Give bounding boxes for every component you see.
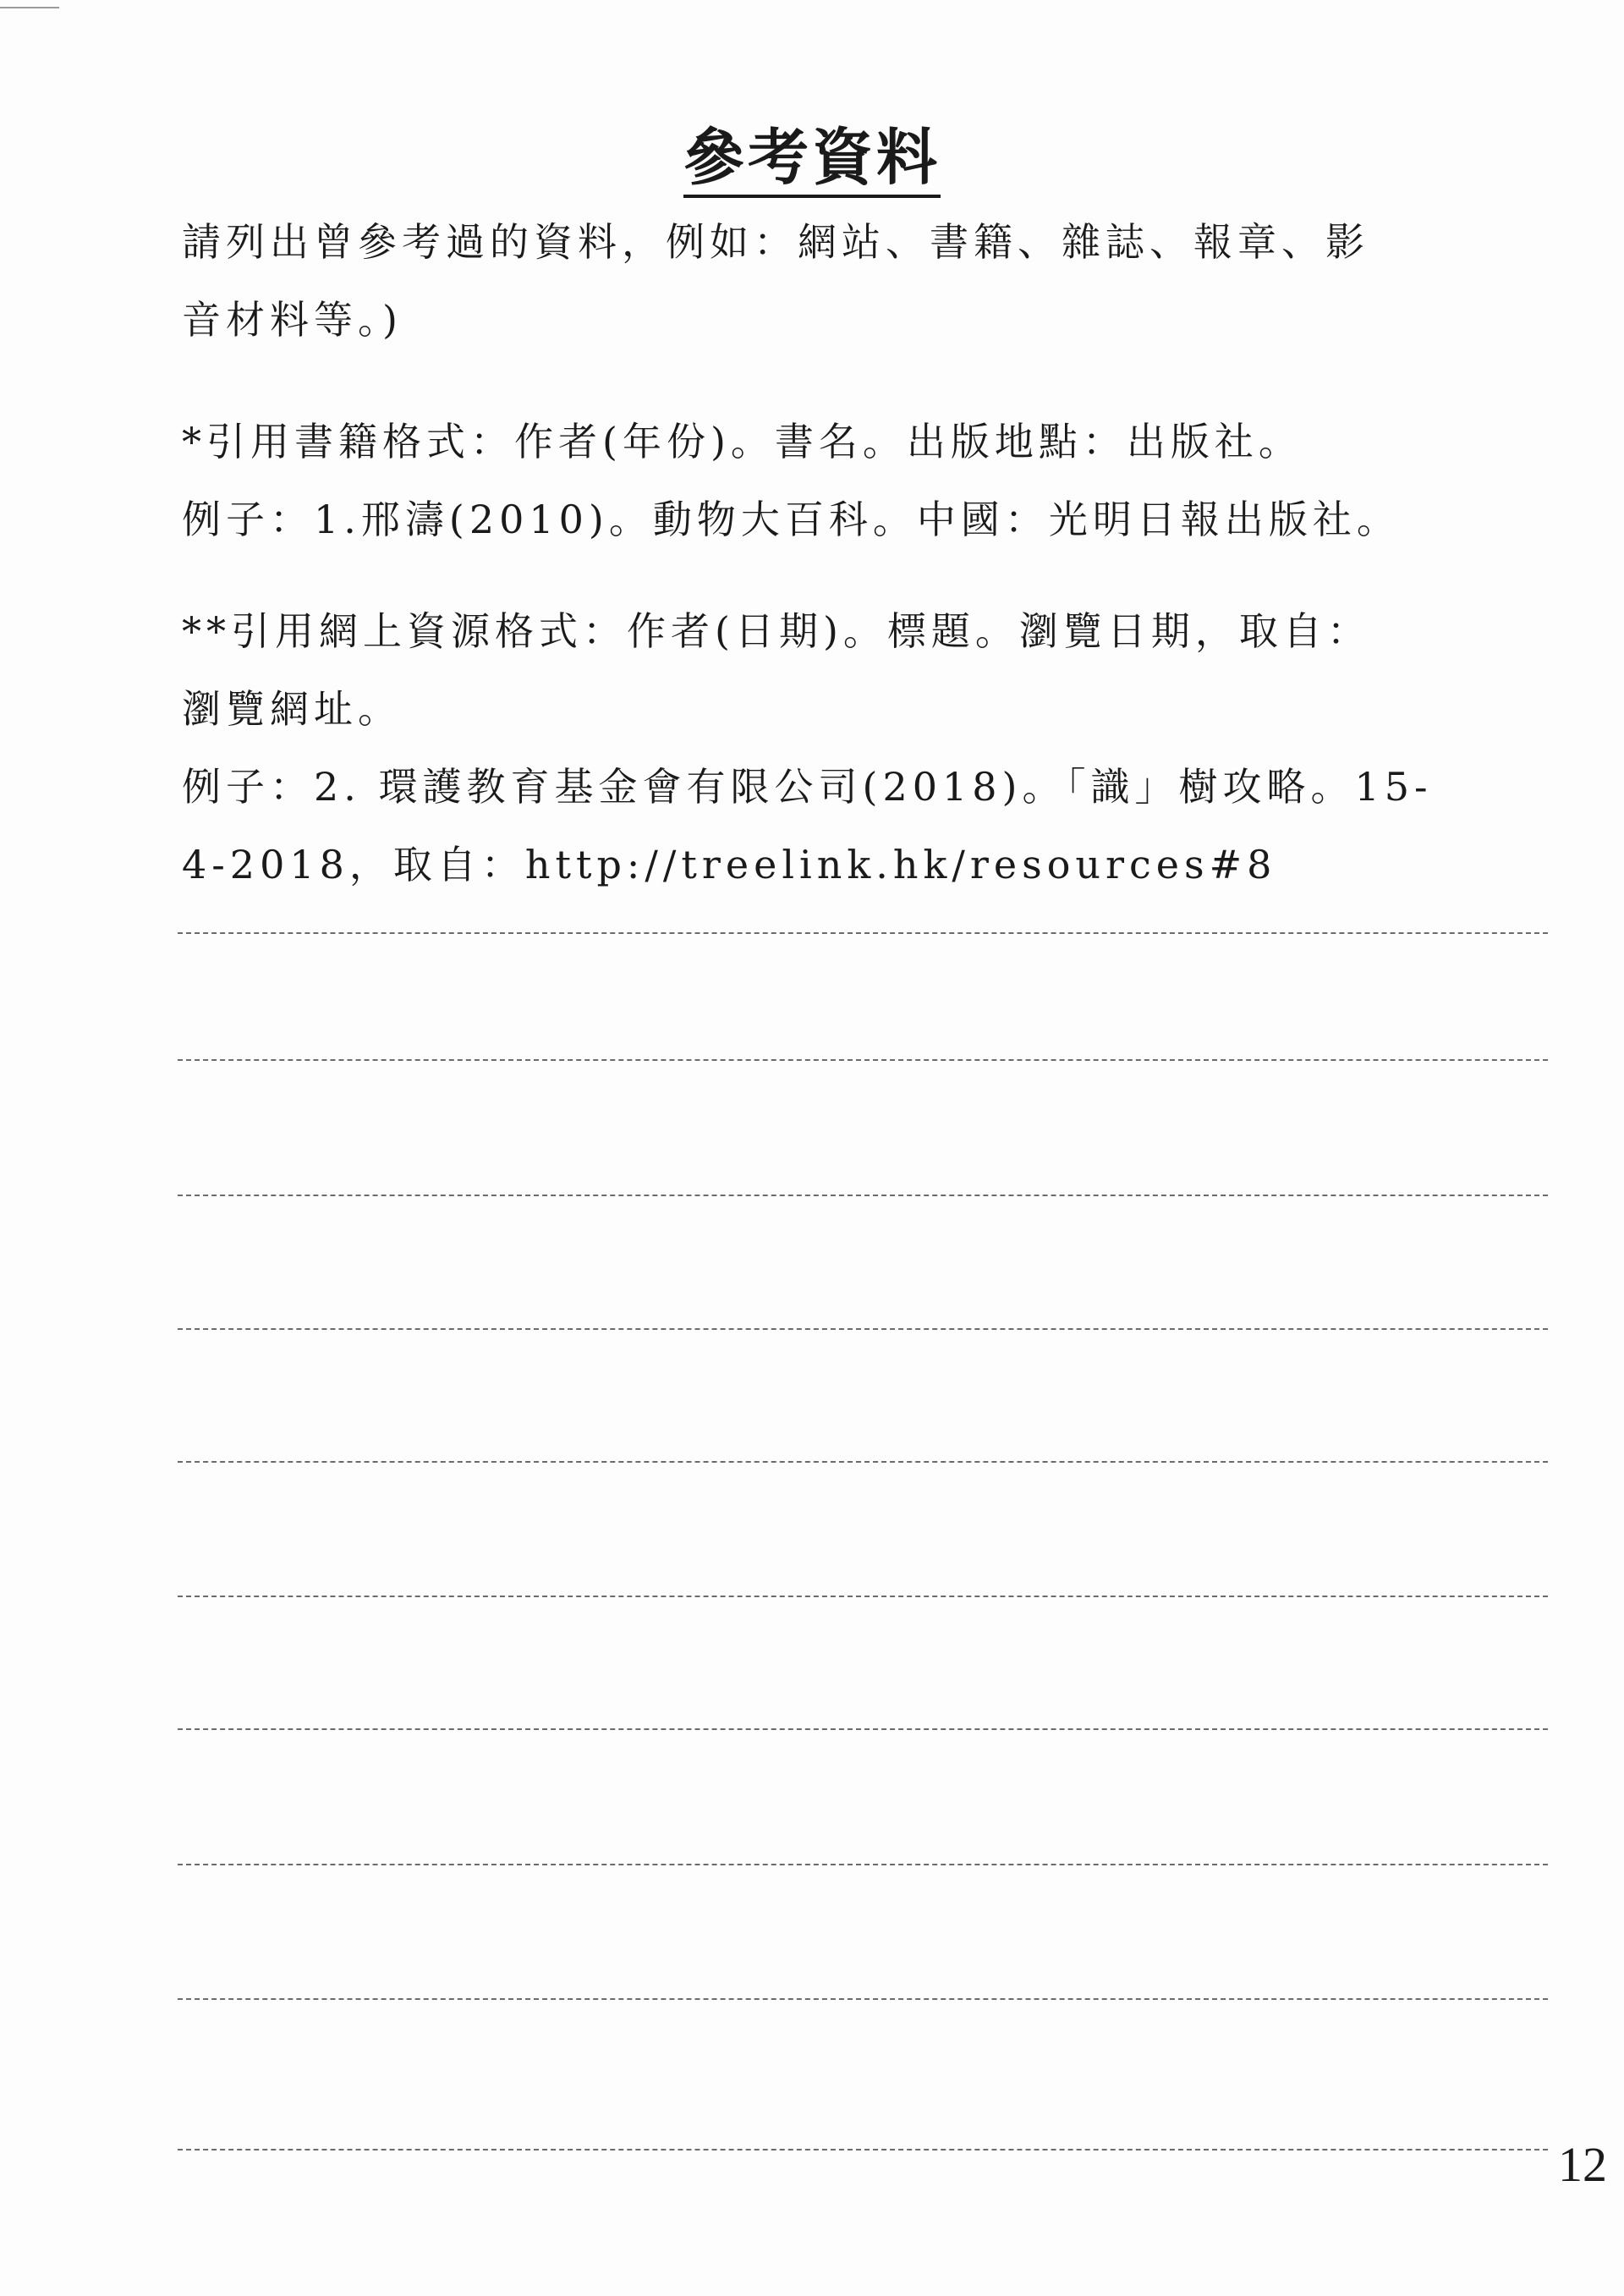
page-title xyxy=(0,108,1624,196)
web-format-example-cont: 4-2018，取自：http://treelink.hk/resources#8 xyxy=(182,842,1277,887)
page-number: 12 xyxy=(1558,2137,1607,2192)
answer-line[interactable] xyxy=(178,1998,1548,2000)
answer-line[interactable] xyxy=(178,2149,1548,2150)
book-format-rule: *引用書籍格式：作者(年份)。書名。出版地點：出版社。 xyxy=(182,419,1303,464)
web-citation-format xyxy=(182,592,1535,904)
answer-line[interactable] xyxy=(178,1195,1548,1196)
intro-line-2: 音材料等。) xyxy=(182,297,403,343)
answer-line[interactable] xyxy=(178,1728,1548,1730)
answer-line[interactable] xyxy=(178,1596,1548,1597)
web-format-rule-cont: 瀏覽網址。 xyxy=(182,686,402,732)
book-format-example: 例子：1.邢濤(2010)。動物大百科。中國：光明日報出版社。 xyxy=(182,497,1401,542)
answer-line[interactable] xyxy=(178,1461,1548,1463)
book-citation-format xyxy=(182,403,1535,558)
web-format-example: 例子：2. 環護教育基金會有限公司(2018)。「識」樹攻略。15- xyxy=(182,764,1433,810)
web-format-rule: **引用網上資源格式：作者(日期)。標題。瀏覽日期，取自： xyxy=(182,608,1371,654)
intro-line-1: 請列出曾參考過的資料，例如：網站、書籍、雜誌、報章、影 xyxy=(182,219,1369,265)
intro-paragraph xyxy=(182,203,1535,359)
scan-edge-mark xyxy=(0,7,59,8)
answer-line[interactable] xyxy=(178,1328,1548,1330)
page-title-text: 參考資料 xyxy=(683,121,941,198)
answer-line[interactable] xyxy=(178,1864,1548,1865)
answer-line[interactable] xyxy=(178,932,1548,934)
answer-line[interactable] xyxy=(178,1059,1548,1061)
